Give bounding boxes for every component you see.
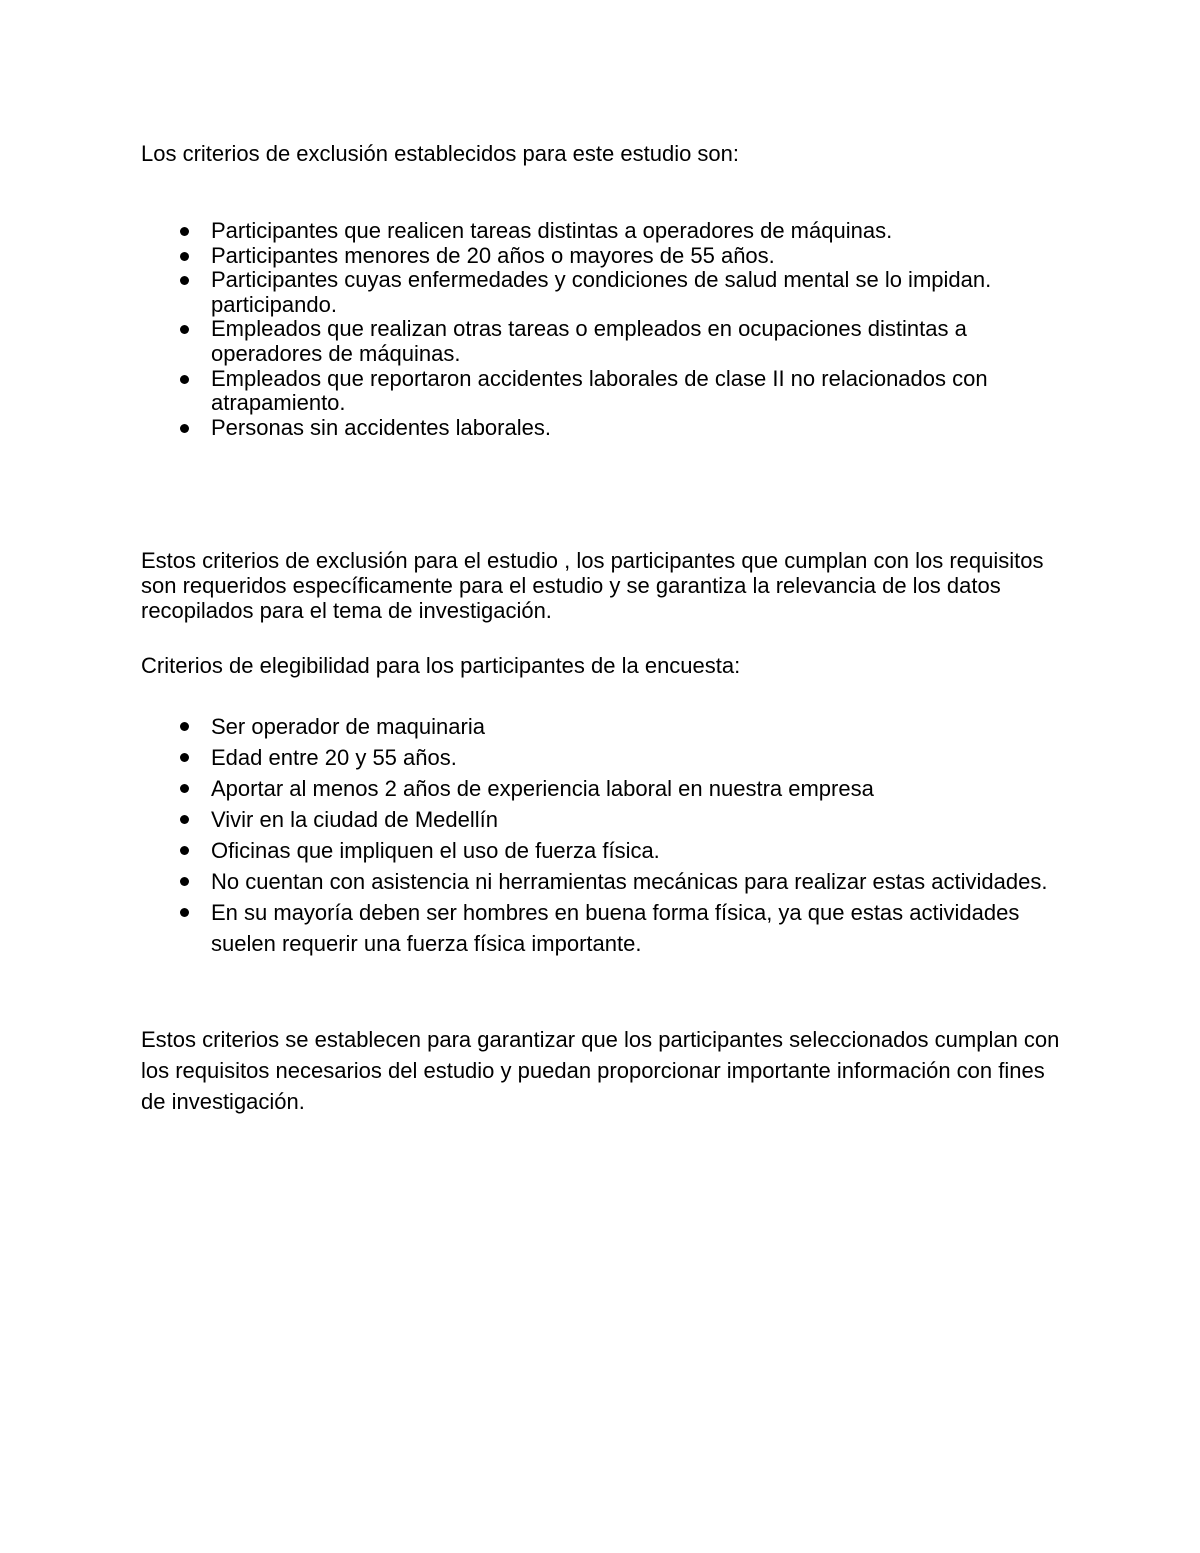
eligibility-list [141, 711, 1061, 959]
list-item-text: En su mayoría deben ser hombres en buena forma física, ya que estas actividades suelen requerir una fuerza física importante. [211, 900, 1020, 956]
bullet-icon [180, 908, 189, 917]
list-item-text: Aportar al menos 2 años de experiencia laboral en nuestra empresa [211, 776, 874, 801]
bullet-icon [180, 877, 189, 886]
bullet-icon [180, 252, 189, 261]
list-item-text: Edad entre 20 y 55 años. [211, 745, 457, 770]
list-item [141, 835, 1061, 866]
closing-paragraph: Estos criterios se establecen para garantizar que los participantes seleccionados cumplan con los requisitos necesarios del estudio y puedan proporcionar importante información con fines de investigación. [141, 1027, 1060, 1114]
bullet-icon [180, 846, 189, 855]
list-item-text: Vivir en la ciudad de Medellín [211, 807, 498, 832]
list-item-text: Participantes cuyas enfermedades y condiciones de salud mental se lo impidan. participando. [211, 267, 992, 317]
list-item [141, 711, 1061, 742]
list-item-text: Participantes menores de 20 años o mayores de 55 años. [211, 242, 775, 268]
bullet-icon [180, 784, 189, 793]
bullet-icon [180, 815, 189, 824]
bullet-icon [180, 722, 189, 731]
bullet-icon [180, 227, 189, 236]
list-item-text: Participantes que realicen tareas distintas a operadores de máquinas. [211, 218, 893, 243]
list-item [141, 804, 1061, 835]
exclusion-summary: Estos criterios de exclusión para el estudio , los participantes que cumplan con los requisitos son requeridos específicamente para el estudio y se garantiza la relevancia de los datos recopilados para el tema de investigación. [141, 548, 1044, 623]
list-item-text: Oficinas que impliquen el uso de fuerza física. [211, 838, 660, 863]
list-item [141, 866, 1061, 897]
exclusion-list [141, 219, 1061, 440]
list-item-text: Personas sin accidentes laborales. [211, 414, 551, 440]
list-item [141, 773, 1061, 804]
list-item-text: Ser operador de maquinaria [211, 714, 485, 739]
list-item-text: No cuentan con asistencia ni herramientas mecánicas para realizar estas actividades. [211, 869, 1048, 894]
bullet-icon [180, 424, 189, 433]
list-item [141, 244, 1061, 269]
list-item [141, 317, 1061, 366]
list-item [141, 742, 1061, 773]
list-item-text: Empleados que realizan otras tareas o empleados en ocupaciones distintas a operadores de máquinas. [211, 316, 967, 366]
list-item [141, 897, 1061, 959]
exclusion-intro: Los criterios de exclusión establecidos para este estudio son: [141, 141, 740, 166]
bullet-icon [180, 325, 189, 334]
bullet-icon [180, 375, 189, 384]
bullet-icon [180, 276, 189, 285]
list-item-text: Empleados que reportaron accidentes laborales de clase II no relacionados con atrapamiento. [211, 365, 988, 416]
eligibility-intro: Criterios de elegibilidad para los participantes de la encuesta: [141, 653, 741, 678]
list-item [141, 416, 1061, 441]
list-item [141, 367, 1061, 416]
bullet-icon [180, 753, 189, 762]
list-item [141, 219, 1061, 244]
list-item [141, 268, 1061, 317]
